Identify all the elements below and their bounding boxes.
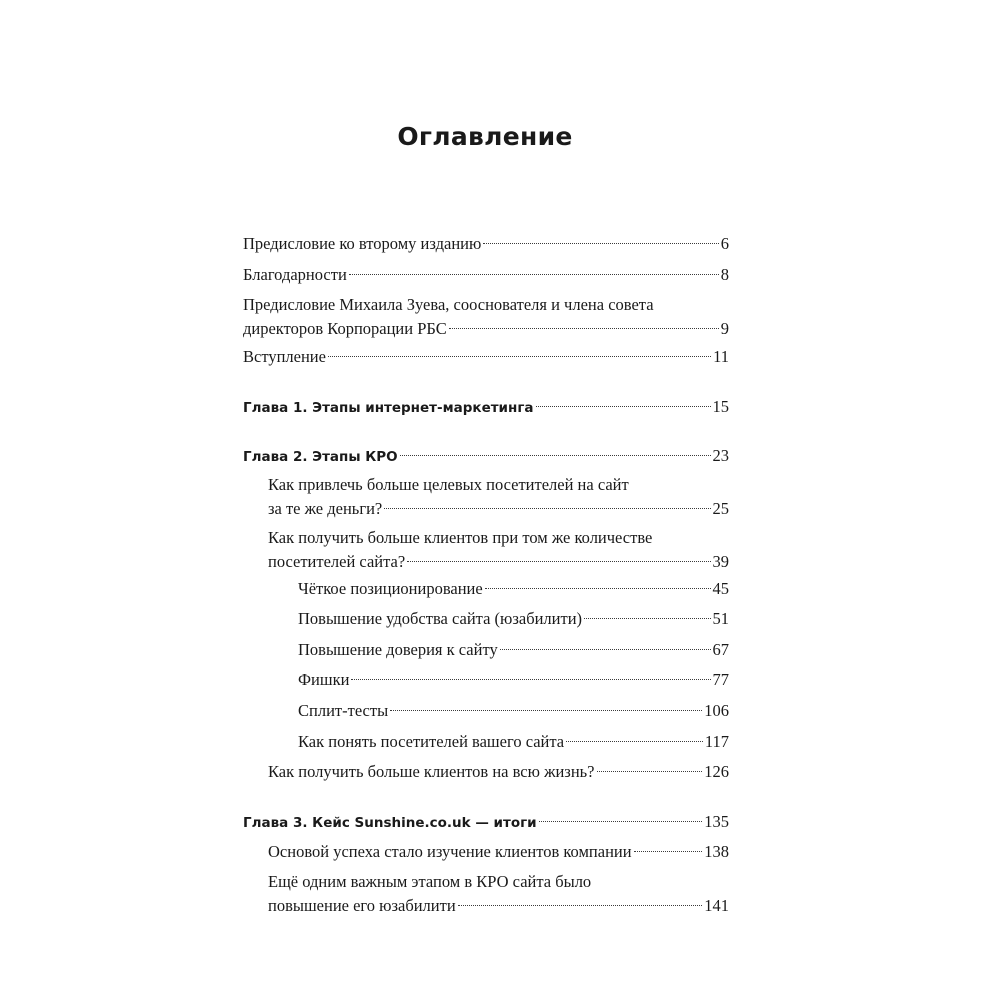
- toc-page-number: 23: [712, 446, 729, 465]
- toc-entry-lifetime-clients[interactable]: [268, 760, 729, 784]
- toc-entry-label: директоров Корпорации РБС: [243, 319, 447, 338]
- toc-entry-trust[interactable]: [298, 638, 729, 662]
- toc-entry-label-line1: Как получить больше клиентов при том же количестве: [268, 528, 653, 547]
- dot-leader: [407, 561, 710, 562]
- toc-entry-chapter-1[interactable]: [243, 395, 729, 420]
- toc-page-number: 77: [712, 670, 729, 689]
- toc-entry-label: Как получить больше клиентов на всю жизнь?: [268, 762, 595, 781]
- toc-entry-understand-visitors[interactable]: [298, 730, 729, 754]
- page-title: Оглавление: [397, 122, 573, 151]
- toc-entry-label: Глава 2. Этапы КРО: [243, 449, 398, 465]
- toc-entry-label: Глава 1. Этапы интернет-маркетинга: [243, 400, 534, 416]
- toc-entry-label: Основой успеха стало изучение клиентов компании: [268, 842, 632, 861]
- dot-leader: [384, 508, 710, 509]
- toc-page-number: 6: [720, 234, 729, 253]
- toc-entry-label: Благодарности: [243, 265, 347, 284]
- toc-page-number: 141: [704, 896, 729, 915]
- toc-entry-label-line1: Ещё одним важным этапом в КРО сайта было: [268, 872, 592, 891]
- toc-page-number: 138: [704, 842, 729, 861]
- dot-leader: [500, 649, 711, 650]
- toc-entry-more-clients[interactable]: [268, 526, 729, 574]
- dot-leader: [566, 741, 703, 742]
- toc-page-number: 15: [712, 397, 729, 416]
- dot-leader: [539, 821, 703, 822]
- toc-page-number: 135: [704, 812, 729, 831]
- toc-entry-label: Фишки: [298, 670, 350, 689]
- toc-entry-chapter-2[interactable]: [243, 444, 729, 469]
- dot-leader: [584, 618, 710, 619]
- toc-entry-acknowledgements[interactable]: [243, 263, 729, 287]
- toc-page-number: 51: [712, 609, 729, 628]
- dot-leader: [483, 243, 718, 244]
- toc-page-number: 67: [712, 640, 729, 659]
- dot-leader: [390, 710, 702, 711]
- toc-entry-success-basis[interactable]: [268, 840, 729, 864]
- toc-page-number: 8: [720, 265, 729, 284]
- toc-page-number: 39: [712, 552, 729, 571]
- toc-entry-label: Чёткое позиционирование: [298, 579, 483, 598]
- toc-page-number: 117: [704, 732, 729, 751]
- toc-entry-preface-zuev[interactable]: [243, 293, 729, 341]
- dot-leader: [449, 328, 719, 329]
- toc-entry-chapter-3[interactable]: [243, 810, 729, 835]
- toc-entry-label: Повышение удобства сайта (юзабилити): [298, 609, 583, 628]
- toc-entry-label-line1: Как привлечь больше целевых посетителей на сайт: [268, 475, 629, 494]
- dot-leader: [634, 851, 703, 852]
- toc-entry-label: Вступление: [243, 347, 326, 366]
- toc-entry-usability[interactable]: [298, 607, 729, 631]
- dot-leader: [536, 406, 711, 407]
- toc-page-number: 45: [712, 579, 729, 598]
- toc-entry-label: Глава 3. Кейс Sunshine.co.uk — итоги: [243, 815, 537, 831]
- toc-entry-label: Повышение доверия к сайту: [298, 640, 498, 659]
- toc-page-number: 25: [712, 499, 729, 518]
- dot-leader: [351, 679, 710, 680]
- toc-entry-usability-stage[interactable]: [268, 870, 729, 918]
- toc-entry-attract-visitors[interactable]: [268, 473, 729, 521]
- toc-entry-label: Как понять посетителей вашего сайта: [298, 732, 565, 751]
- toc-entry-positioning[interactable]: [298, 577, 729, 601]
- toc-entry-label: Сплит-тесты: [298, 701, 389, 720]
- toc-page-number: 9: [720, 319, 729, 338]
- dot-leader: [328, 356, 711, 357]
- dot-leader: [458, 905, 703, 906]
- table-of-contents: [243, 0, 729, 1000]
- toc-entry-split-tests[interactable]: [298, 699, 729, 723]
- toc-entry-introduction[interactable]: [243, 345, 729, 369]
- toc-page-number: 106: [704, 701, 729, 720]
- dot-leader: [349, 274, 719, 275]
- dot-leader: [597, 771, 703, 772]
- toc-page-number: 11: [713, 347, 729, 366]
- toc-entry-label: Предисловие ко второму изданию: [243, 234, 482, 253]
- toc-page-number: 126: [704, 762, 729, 781]
- toc-entry-features[interactable]: [298, 668, 729, 692]
- dot-leader: [400, 455, 711, 456]
- toc-entry-label: посетителей сайта?: [268, 552, 406, 571]
- toc-entry-preface-second-edition[interactable]: [243, 232, 729, 256]
- toc-entry-label: повышение его юзабилити: [268, 896, 456, 915]
- dot-leader: [485, 588, 711, 589]
- toc-entry-label-line1: Предисловие Михаила Зуева, сооснователя и члена совета: [243, 295, 654, 314]
- toc-entry-label: за те же деньги?: [268, 499, 383, 518]
